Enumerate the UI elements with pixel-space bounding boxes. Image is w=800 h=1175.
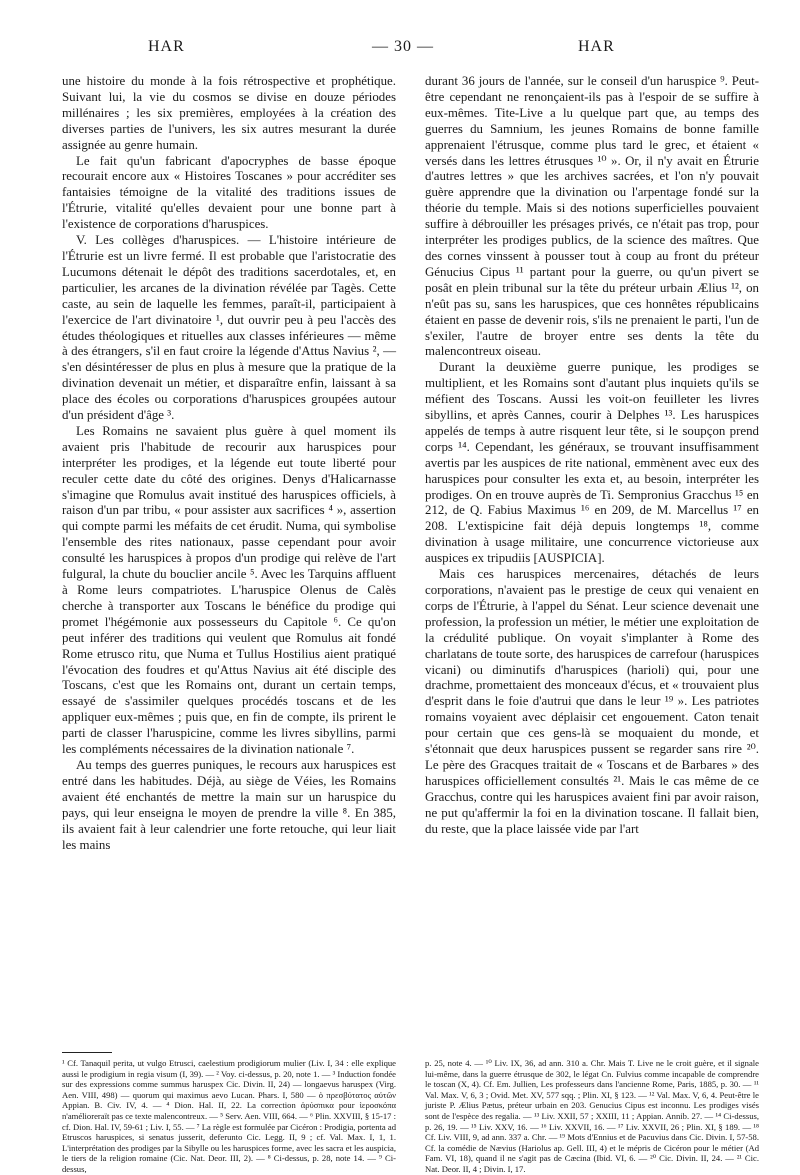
paragraph: Mais ces haruspices mercenaires, détachés de leurs corporations, n'avaient pas le prestige de ceux qui venaient en corps de l'Étrurie, à l'appel du Sénat. Leur science devenait une profession, la profession un métier, le métier une exploitation de la crédulité publique. On voyait s'implanter à Rome des charlatans de toute sorte, des haruspices de carrefour (haruspices vicani) ou diminutifs d'haruspices (harioli) qui, pour une drachme, promettaient des monceaux d'écus, et « trouvaient plus d'esprit dans le foie d'autrui que dans le leur ¹⁹ ». Les patriotes romains voyaient avec déplaisir cet engouement. Caton tenait pour certain que ces gens-là se moquaient du monde, et s'étonnait que deux haruspices pussent se regarder sans rire ²⁰. Le père des Gracques traitait de « Toscans et de Barbares » des haruspices officiellement consultés ²¹. Mais le cas même de ce Gracchus, contre qui les haruspices avaient fini par avoir raison, ne put qu'affermir la foi en la divination toscane. Il fallait bien, du reste, que la place laissée vide par l'art	[425, 567, 759, 836]
paragraph: V. Les collèges d'haruspices. — L'histoire intérieure de l'Étrurie est un livre fermé. Il est probable que l'aristocratie des Lucumons détenait le dépôt des traditions sacerdotales, et, en particulier, les arcanes de la divination révélée par Tagès. Cette caste, au sein de laquelle les femmes, paraît-il, participaient à l'exercice de l'art divinatoire ¹, dut ouvrir peu à peu l'accès des études théologiques et rituelles aux classes inférieures — même à des étrangers, s'il en faut croire la légende d'Attus Navius ², — s'en désintéresser de plus en plus à mesure que la pratique de la divination devenait un métier, et disparaître enfin, laissant à sa place des écoles ou corporations d'haruspices groupées autour d'un président d'âge ³.	[62, 233, 396, 423]
footnotes-left: ¹ Cf. Tanaquil perita, ut vulgo Etrusci, caelestium prodigiorum mulier (Liv. I, 34 : elle explique aussi le prodigium in regia visum (I, 39). — ² Voy. ci-dessus, p. 20, note 1. — ³ Induction fondée sur des expressions comme summus haruspex Cic. Divin. II, 24) — longaevus haruspex (Virg. Aen. VIII, 498) — quorum qui maximus aevo Lucan. Phars. I, 580 — ὁ πρεσβύτατος αὐτῶν Appian. B. Civ. IV, 4. — ⁴ Dion. Hal. II, 22. La correction ἀρύσπικα pour ἱεροσκόπα n'amélioreraït pas ce texte malencontreux. — ⁵ Serv. Aen. VIII, 664. — ⁶ Plin. XXVIII, § 15-17 : cf. Dion. Hal. IV, 59-61 ; Liv. I, 55. — ⁷ La règle est formulée par Cicéron : Prodigia, portenta ad Etruscos haruspices, si senatus jusserit, deferunto Cic. Legg. II, 9 ; cf. Val. Max. I, 1, 1. L'interprétation des prodiges par la Sibylle ou les haruspices forme, avec les sacra et les auspicia, le tiers de la religion romaine (Cic. Nat. Deor. III, 2). — ⁸ Ci-dessus, p. 28, note 14. — ⁹ Ci-dessus,	[62, 1058, 397, 1174]
header-right-title: HAR	[578, 38, 615, 55]
paragraph: Le fait qu'un fabricant d'apocryphes de basse époque recourait encore aux « Histoires Toscanes » pour accréditer ses fantaisies témoigne de la vitalité des traditions issues de l'Étrurie, vitalité qu'elles devaient pour une bonne part à l'existence de corporations d'haruspices.	[62, 153, 396, 232]
header-left-title: HAR	[148, 38, 185, 55]
paragraph: Les Romains ne savaient plus guère à quel moment ils avaient pris l'habitude de recourir aux haruspices pour interpréter les prodiges, et la légende eut toute liberté pour reculer cette date du côté des origines. Denys d'Halicarnasse s'imagine que Romulus avait institué des haruspices officiels, à raison d'un par tribu, « pour assister aux sacrifices ⁴ », assertion qui compte parmi les méfaits de cet érudit. Numa, qui symbolise l'ensemble des rites nationaux, passe cependant pour avoir consulté les haruspices à propos d'un prodige qui relève de l'art fulgural, la chute du bouclier ancile ⁵. Avec les Tarquins affluent à Rome leurs compatriotes. L'haruspice Olenus de Calès cherche à transporter aux Toscans le bénéfice du prodige qui promet l'hégémonie aux possesseurs du Capitole ⁶. Ce qu'on peut inférer des traditions qui veulent que Romulus ait fondé Rome etrusco ritu, que Numa et Tullus Hostilius aient pratiqué l'évocation des foudres et qu'Attus Navius ait été disciple des Toscans, c'est que les Romains ont, durant un certain temps, essayé de s'assimiler quelques procédés toscans et de les appliquer eux-mêmes ; puis que, en fin de compte, ils prirent le parti de classer l'haruspicine, comme les livres sibyllins, parmi les compléments nécessaires de la divination nationale ⁷.	[62, 423, 396, 757]
footnote-divider	[62, 1052, 112, 1053]
footnotes-right: p. 25, note 4. — ¹⁰ Liv. IX, 36, ad ann. 310 a. Chr. Mais T. Live ne le croit guère, et il signale lui-même, dans la guerre étrusque de 302, le légat Cn. Fulvius comme incapable de comprendre le toscan (X, 4). Cf. Em. Jullien, Les professeurs dans l'ancienne Rome, Paris, 1885, p. 30. — ¹¹ Val. Max. V, 6, 3 ; Ovid. Met. XV, 577 sqq. ; Plin. XI, § 123. — ¹² Val. Max. V, 6, 4. Peut-être le juriste P. Ælius Pætus, préteur urbain en 203. Genucius Cipus est inconnu. Les prodiges visés sont de l'espèce des regalia. — ¹³ Liv. XXII, 57 ; XXIII, 11 ; Appian. Annib. 27. — ¹⁴ Ci-dessus, p. 26, 19. — ¹⁵ Liv. XXV, 16. — ¹⁶ Liv. XXVII, 16. — ¹⁷ Liv. XXVII, 26 ; Plin. XI, § 189. — ¹⁸ Cf. Liv. VIII, 9, ad ann. 337 a. Chr. — ¹⁹ Mots d'Ennius et de Pacuvius dans Cic. Divin. I, 57-58. Cf. la comédie de Nævius (Hariolus ap. Gell. III, 4) et le mépris de Cicéron pour le métier (Ad Fam. VI, 18), quand il ne s'agit pas de Cæcina (Ibid. VI, 6. — ²⁰ Cic. Divin. II, 24. — ²¹ Cic. Nat. Deor. II, 4 ; Divin. I, 17.	[425, 1058, 759, 1174]
left-column	[62, 74, 396, 853]
paragraph: Au temps des guerres puniques, le recours aux haruspices est entré dans les habitudes. Déjà, au siège de Véies, les Romains avaient été enchantés de mettre la main sur un haruspice du pays, qui leur enseigna le moyen de prendre la ville ⁸. En 385, ils avaient fait à leur calendrier une forte retouche, qui leur liait les mains	[62, 757, 396, 852]
paragraph: Durant la deuxième guerre punique, les prodiges se multiplient, et les Romains sont d'autant plus inquiets qu'ils se méfient des Toscans. Aussi les voit-on feuilleter les livres sibyllins, et après Cannes, courir à Delphes ¹³. Les haruspices appelés de temps à autre risquent leur tête, si le soupçon prend corps ¹⁴. Cependant, les généraux, se trouvant insuffisamment avertis par les auspices de rite national, emmènent avec eux des haruspices pour consulter les exta et, au besoin, interpréter les prodiges. On en trouve auprès de Ti. Sempronius Gracchus ¹⁵ en 212, de Q. Fabius Maximus ¹⁶ en 209, de M. Marcellus ¹⁷ en 208. L'extispicine fait déjà depuis longtemps ¹⁸, comme divination à usage militaire, une concurrence victorieuse aux auspices ex tripudiis [AUSPICIA].	[425, 360, 759, 566]
page-number: — 30 —	[372, 38, 434, 55]
paragraph: une histoire du monde à la fois rétrospective et prophétique. Suivant lui, la vie du cosmos se divise en douze périodes millénaires ; les six premières, employées à la création des diverses parties de l'univers, les six autres mesurant la durée assignée au genre humain.	[62, 74, 396, 152]
paragraph: durant 36 jours de l'année, sur le conseil d'un haruspice ⁹. Peut-être cependant ne renonçaient-ils pas à l'espoir de se suffire à eux-mêmes. Tite-Live a lu quelque part que, au temps des guerres du Samnium, les jeunes Romains de bonne famille apprenaient l'étrusque, comme plus tard le grec, et étaient « versés dans les lettres étrusques ¹⁰ ». Or, il n'y avait en Étrurie d'autres lettres » que les archives sacrées, et l'on n'y pouvait guère apprendre que la divination ou l'arpentage fondé sur la théorie du temple. Mais si des notions superficielles pouvaient suffire à débrouiller les présages privés, ce n'était pas trop, pour interpréter les prodiges publics, de la science des maîtres. Que des cornes vinssent à pousser tout à coup au front du préteur Génucius Cipus ¹¹ partant pour la guerre, ou qu'un pivert se posât en plein tribunal sur la tête du préteur urbain Ælius ¹², on n'eût pas su, sans les haruspices, que ces honnêtes républicains étaient en passe de devenir rois, s'ils ne prenaient le parti, l'un de s'exiler, l'autre de broyer entre ses dents la tête du malencontreux oiseau.	[425, 74, 759, 359]
right-column	[425, 74, 759, 838]
